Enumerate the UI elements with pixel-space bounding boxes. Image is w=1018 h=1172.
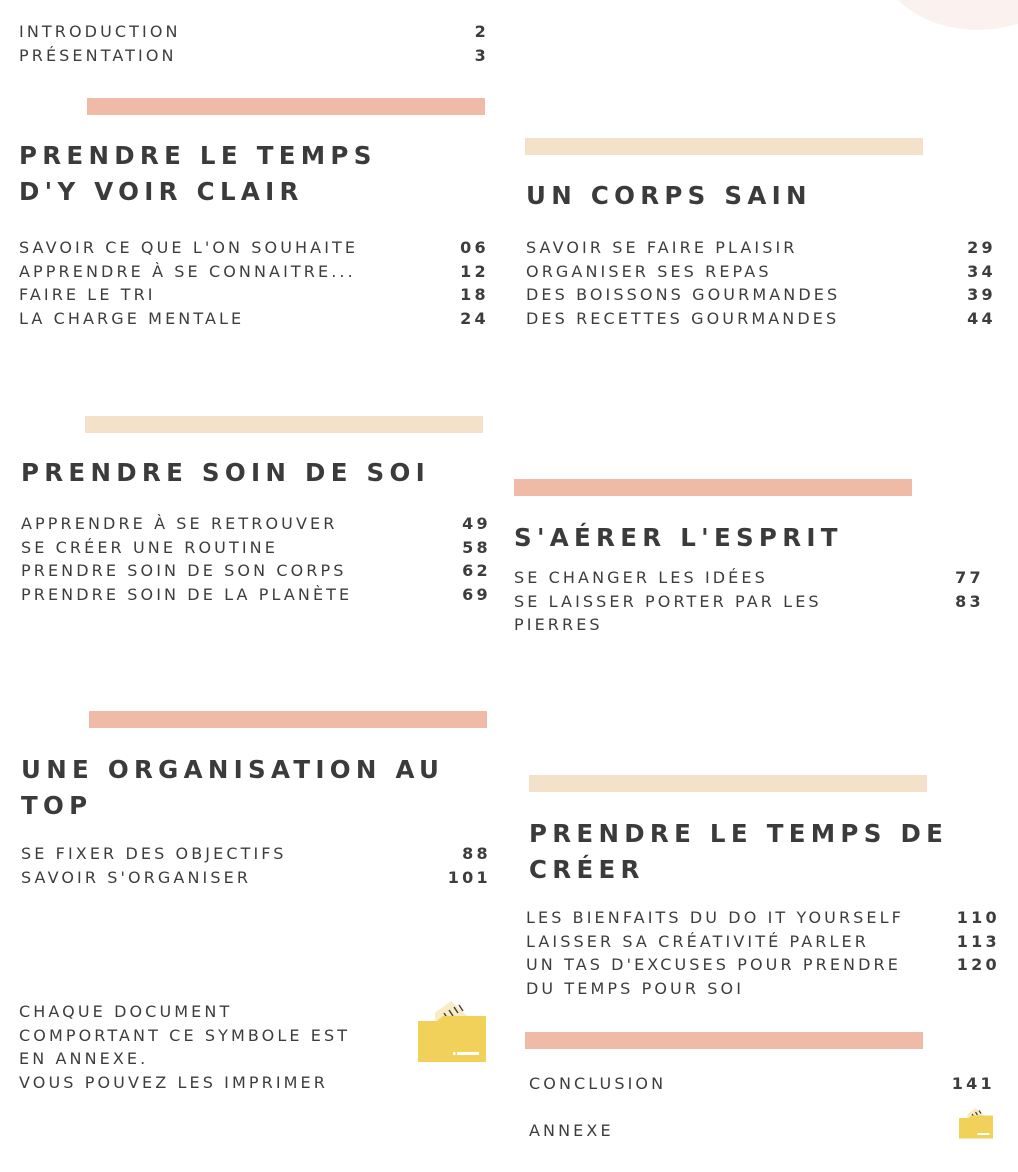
toc-entry-page: 44 (967, 308, 996, 328)
toc-entry-label: LA CHARGE MENTALE (19, 308, 245, 328)
section-title: UN CORPS SAIN (526, 181, 812, 210)
toc-entry-label: DES BOISSONS GOURMANDES (526, 285, 841, 305)
toc-entry-page: 69 (462, 584, 491, 604)
toc-entry[interactable] (21, 842, 491, 866)
toc-entry-label: INTRODUCTION (19, 22, 181, 41)
toc-entry-page: 110 (956, 908, 1000, 927)
toc-entry-label: APPRENDRE À SE RETROUVER (21, 514, 338, 533)
toc-entry-label: LES BIENFAITS DU DO IT YOURSELF (526, 908, 904, 927)
toc-entry-page: 39 (967, 285, 996, 305)
folder-icon (958, 1106, 994, 1139)
corner-decoration (878, 0, 1018, 30)
divider-bar (89, 711, 487, 728)
section-title: PRENDRE LE TEMPS D'Y VOIR CLAIR (19, 141, 377, 206)
toc-entry[interactable] (19, 307, 489, 331)
toc-entry-annexe[interactable] (529, 1121, 929, 1140)
toc-entry-label: FAIRE LE TRI (19, 285, 156, 305)
toc-entry-label: SE CRÉER UNE ROUTINE (21, 537, 278, 557)
toc-entry-page: 88 (462, 844, 491, 863)
toc-entry-page: 101 (447, 867, 491, 887)
toc-entry[interactable] (19, 20, 489, 44)
section-un-corps-sain (526, 178, 996, 330)
top-entries (19, 20, 489, 67)
toc-entry-page: 2 (474, 22, 489, 41)
toc-entry-label: LAISSER SA CRÉATIVITÉ PARLER (526, 931, 869, 951)
toc-entry[interactable] (526, 260, 996, 284)
toc-entry-label: DES RECETTES GOURMANDES (526, 308, 840, 328)
toc-entry[interactable] (526, 283, 996, 307)
toc-entry-page: 18 (460, 285, 489, 305)
divider-bar (514, 479, 912, 496)
toc-entry-page: 113 (956, 931, 1000, 951)
toc-entry-page: 12 (460, 261, 489, 281)
toc-entry-label: ORGANISER SES REPAS (526, 261, 772, 281)
toc-entry-label: SAVOIR CE QUE L'ON SOUHAITE (19, 238, 359, 257)
toc-entry-label: SE LAISSER PORTER PAR LES PIERRES (514, 591, 822, 635)
section-prendre-soin-de-soi (21, 455, 491, 606)
toc-entry-page: 77 (955, 568, 984, 587)
toc-entry-page: 34 (967, 261, 996, 281)
section-title: S'AÉRER L'ESPRIT (514, 523, 843, 552)
toc-entry[interactable] (526, 906, 1000, 930)
toc-entry[interactable] (526, 236, 996, 260)
toc-entry-label: PRENDRE SOIN DE LA PLANÈTE (21, 584, 353, 604)
toc-entry[interactable] (514, 566, 984, 590)
toc-entry[interactable] (21, 536, 491, 560)
toc-entry[interactable] (526, 930, 1000, 954)
toc-entry-page: 49 (462, 514, 491, 533)
toc-entry[interactable] (21, 559, 491, 583)
toc-entry[interactable] (21, 512, 491, 536)
toc-entry-page: 29 (967, 238, 996, 257)
toc-entry-page: 83 (955, 591, 984, 611)
toc-entry-page: 3 (474, 45, 489, 65)
toc-entry[interactable] (19, 283, 489, 307)
section-prendre-le-temps-de-creer (526, 816, 1000, 1000)
toc-entry-label: SE CHANGER LES IDÉES (514, 568, 768, 587)
toc-entry-page: 62 (462, 561, 491, 581)
section-une-organisation-au-top (21, 752, 491, 889)
toc-entry[interactable] (526, 307, 996, 331)
divider-bar (87, 98, 485, 115)
toc-entry[interactable] (21, 583, 491, 607)
toc-entry[interactable] (19, 44, 489, 68)
toc-entry-label: SE FIXER DES OBJECTIFS (21, 844, 287, 863)
toc-entry[interactable] (21, 866, 491, 890)
toc-entry-label: SAVOIR SE FAIRE PLAISIR (526, 238, 798, 257)
divider-bar (85, 416, 483, 433)
toc-entry-page: 58 (462, 537, 491, 557)
toc-entry-label: ANNEXE (529, 1121, 614, 1140)
toc-entry-page: 141 (951, 1074, 995, 1093)
divider-bar (529, 775, 927, 792)
divider-bar (525, 1032, 923, 1049)
divider-bar (525, 138, 923, 155)
section-s-aerer-l-esprit (514, 520, 984, 637)
toc-entry-label: CONCLUSION (529, 1074, 667, 1093)
section-prendre-le-temps (19, 138, 489, 330)
toc-entry-label: SAVOIR S'ORGANISER (21, 867, 252, 887)
section-title: PRENDRE LE TEMPS DE CRÉER (529, 819, 949, 884)
toc-entry[interactable] (19, 236, 489, 260)
toc-entry-page: 120 (956, 955, 1000, 975)
section-title: PRENDRE SOIN DE SOI (21, 458, 431, 487)
toc-entry[interactable] (19, 260, 489, 284)
folder-icon (417, 997, 487, 1063)
toc-entry-label: APPRENDRE À SE CONNAITRE... (19, 261, 356, 281)
toc-entry[interactable] (514, 590, 984, 637)
section-title: UNE ORGANISATION AU TOP (21, 755, 445, 820)
toc-entry-page: 24 (460, 308, 489, 328)
toc-entry[interactable] (526, 953, 1000, 1000)
toc-entry-label: UN TAS D'EXCUSES POUR PRENDRE DU TEMPS POUR SOI (526, 955, 901, 998)
toc-entry-conclusion[interactable] (529, 1074, 995, 1093)
toc-entry-label: PRÉSENTATION (19, 45, 177, 65)
annex-note: CHAQUE DOCUMENT COMPORTANT CE SYMBOLE EST EN ANNEXE. VOUS POUVEZ LES IMPRIMER (19, 1002, 351, 1092)
toc-entry-label: PRENDRE SOIN DE SON CORPS (21, 561, 347, 581)
toc-entry-page: 06 (460, 238, 489, 257)
